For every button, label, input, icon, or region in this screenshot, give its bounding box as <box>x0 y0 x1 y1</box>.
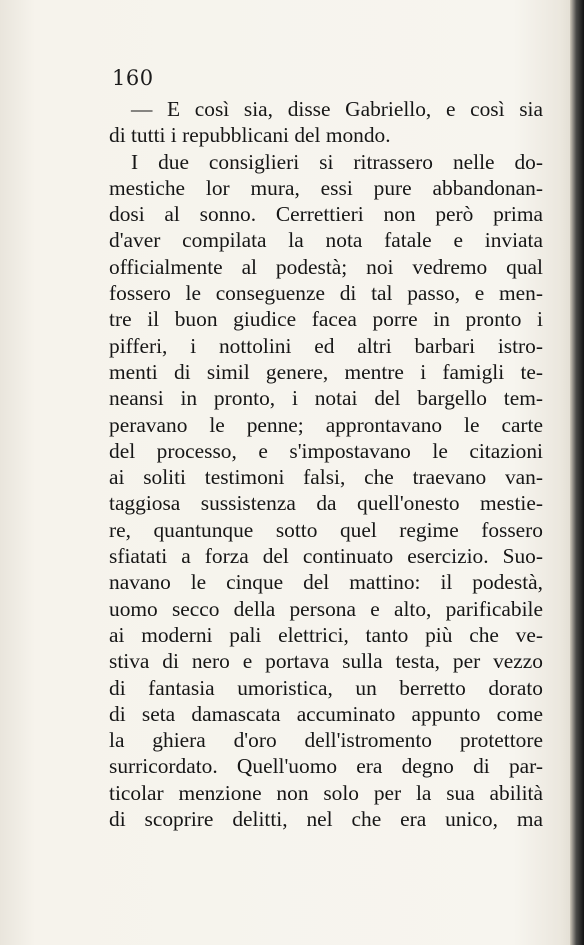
text-line: taggiosa sussistenza da quell'onesto mestie- <box>109 491 543 516</box>
text-line: ai moderni pali elettrici, tanto più che ve- <box>109 622 543 647</box>
body-text <box>109 96 543 832</box>
text-line: d'aver compilata la nota fatale e inviata <box>109 228 543 253</box>
text-line: tre il buon giudice facea porre in pronto i <box>109 307 543 332</box>
text-line: ai soliti testimoni falsi, che traevano van- <box>109 465 543 490</box>
text-line: fossero le conseguenze di tal passo, e men- <box>109 281 543 306</box>
text-line: neansi in pronto, i notai del bargello tem- <box>109 386 543 411</box>
text-line: di fantasia umoristica, un berretto dorato <box>109 675 543 700</box>
text-line: ticolar menzione non solo per la sua abilità <box>109 780 543 805</box>
text-line: la ghiera d'oro dell'istromento protettore <box>109 728 543 753</box>
text-line: dosi al sonno. Cerrettieri non però prima <box>109 202 543 227</box>
text-line: stiva di nero e portava sulla testa, per vezzo <box>109 649 543 674</box>
text-line: del processo, e s'impostavano le citazioni <box>109 438 543 463</box>
page-binding-edge <box>570 0 584 945</box>
text-line: di tutti i repubblicani del mondo. <box>109 123 391 148</box>
text-line: I due consiglieri si ritrassero nelle do- <box>131 149 543 174</box>
text-line: menti di simil genere, mentre i famigli te- <box>109 359 543 384</box>
text-line: di seta damascata accuminato appunto come <box>109 701 543 726</box>
text-line: mestiche lor mura, essi pure abbandonan- <box>109 175 543 200</box>
text-line: uomo secco della persona e alto, parificabile <box>109 596 543 621</box>
page-number: 160 <box>112 66 154 90</box>
text-line: peravano le penne; approntavano le carte <box>109 412 543 437</box>
text-line: — E così sia, disse Gabriello, e così sia <box>131 97 543 121</box>
text-line: officialmente al podestà; noi vedremo qual <box>109 254 543 279</box>
text-line: re, quantunque sotto quel regime fossero <box>109 517 543 542</box>
text-line: surricordato. Quell'uomo era degno di par- <box>109 754 543 779</box>
text-line: navano le cinque del mattino: il podestà, <box>109 570 543 595</box>
text-line: sfiatati a forza del continuato esercizio. Suo- <box>109 544 543 569</box>
text-line: pifferi, i nottolini ed altri barbari istro- <box>109 333 543 358</box>
text-line: di scoprire delitti, nel che era unico, ma <box>109 807 543 832</box>
